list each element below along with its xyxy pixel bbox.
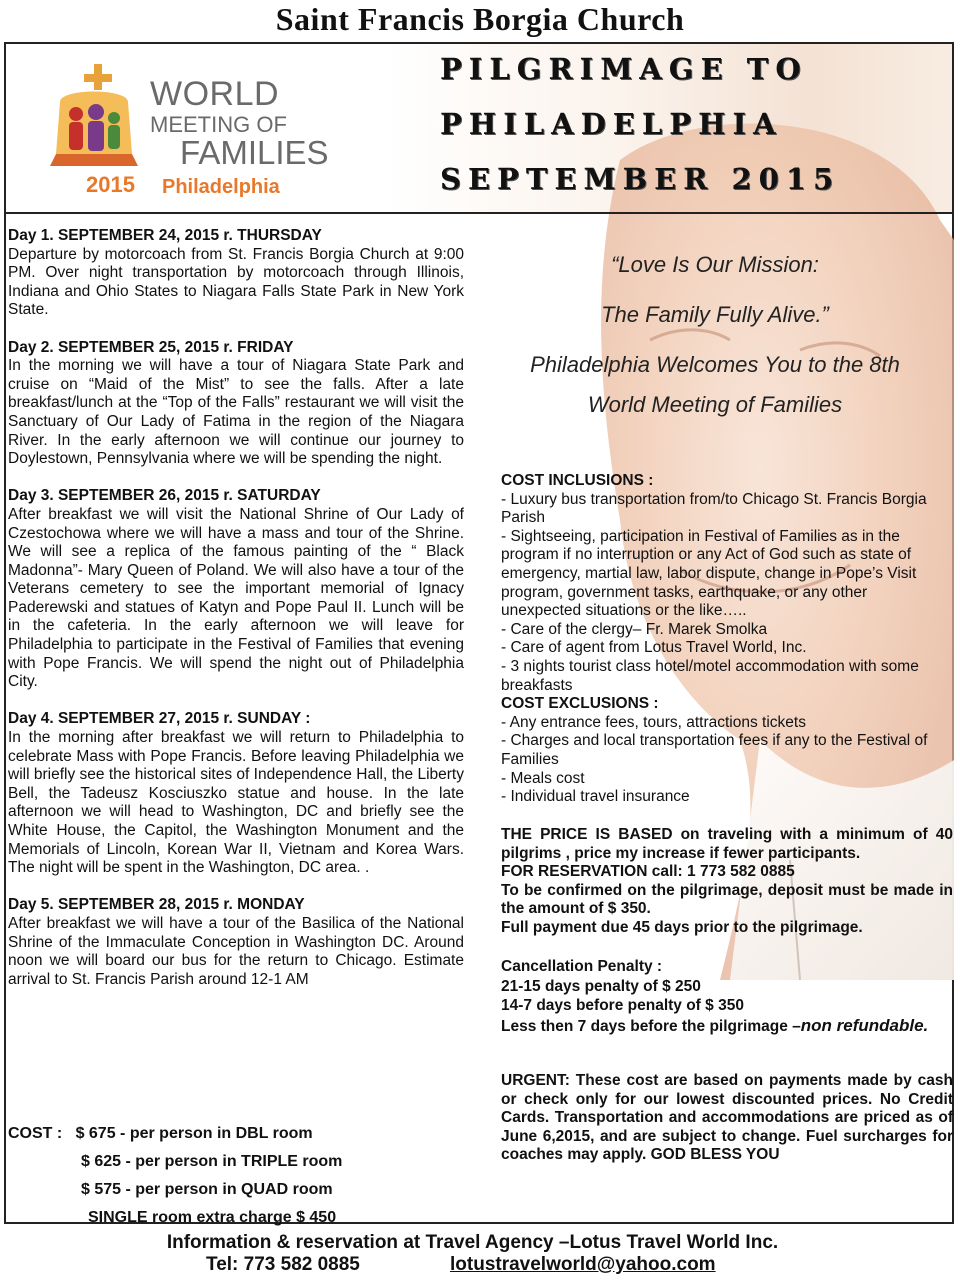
- exclusion-item: - Any entrance fees, tours, attractions tickets: [501, 713, 806, 731]
- footer-info: Information & reservation at Travel Agency –Lotus Travel World Inc.: [166, 1232, 779, 1253]
- title-line-1: PILGRIMAGE TO: [440, 52, 808, 86]
- logo-year: 2015: [86, 172, 135, 197]
- cost-table: [8, 1120, 488, 1232]
- cancellation-line: 14-7 days before penalty of $ 350: [501, 997, 744, 1014]
- exclusions-heading: COST EXCLUSIONS :: [501, 695, 659, 713]
- day-description: After breakfast we will visit the National Shrine of Our Lady of Czestochowa where we will have a mass and tour of the Shrine. We will see a replica of the famous painting of the “ Black Madonna”- Mary Queen of Poland. We will also have a tour of the Veterans cemetery to see the important memorial of Ignacy Paderewski and statues of Katyn and Pope Paul II. Lunch will be in the cafeteria. In the early afternoon we will leave for Philadelphia to participate in the Festival of Families that evening with Pope Francis. We will spend the night out of Philadelphia City.: [8, 505, 464, 691]
- cost-label: COST :: [8, 1125, 63, 1142]
- cost-value: $ 675 - per person in DBL room: [75, 1125, 313, 1142]
- slogan-line: Philadelphia Welcomes You to the 8th: [530, 352, 900, 377]
- cancellation-line: 21-15 days penalty of $ 250: [501, 977, 701, 995]
- day-description: In the morning we will have a tour of Niagara State Park and cruise on “Maid of the Mist” to see the falls. After a late breakfast/lunch at the “Top of the Falls” restaurant we will visit the Sanctuary of Our Lady of Fatima in the region of the Niagara River. In the early afternoon we will continue our journey to Doylestown, Pennsylvania where we will be spending the night.: [8, 357, 464, 468]
- cancellation-penalty: [501, 957, 953, 1036]
- day-1: [8, 227, 464, 320]
- cost-value: SINGLE room extra charge $ 450: [88, 1209, 337, 1226]
- title-line-3: SEPTEMBER 2015: [440, 162, 841, 196]
- slogan-line: The Family Fully Alive.”: [601, 302, 829, 327]
- cost-value: $ 575 - per person in QUAD room: [81, 1181, 333, 1198]
- day-description: After breakfast we will have a tour of the Basilica of the National Shrine of the Immaculate Conception in Washington DC. Around noon we will board our bus for the return to Chicago. Estimate arrival to St. Francis Parish around 12-1 AM: [8, 914, 464, 988]
- inclusion-item: - Luxury bus transportation from/to Chicago St. Francis Borgia Parish: [501, 490, 927, 527]
- footer-email-link[interactable]: lotustravelworld@yahoo.com: [450, 1254, 716, 1275]
- logo-text-families: FAMILIES: [180, 134, 329, 171]
- inclusions-heading: COST INCLUSIONS :: [501, 472, 654, 489]
- cost-value: $ 625 - per person in TRIPLE room: [81, 1153, 343, 1170]
- cost-row: [8, 1204, 488, 1232]
- full-payment-note: Full payment due 45 days prior to the pilgrimage.: [501, 918, 863, 936]
- price-note: THE PRICE IS BASED on traveling with a minimum of 40 pilgrims , price my increase if fewer participants.: [501, 826, 953, 862]
- urgent-note: URGENT: These cost are based on payments made by cash or check only for our lowest discounted prices. No Credit Cards. Transportation and accommodations are priced as of June 6,2015, and are subject to change. Fuel surcharges for coaches may apply. GOD BLESS YOU: [501, 1072, 953, 1164]
- itinerary: [8, 227, 464, 1008]
- day-heading: Day 1. SEPTEMBER 24, 2015 r. THURSDAY: [8, 227, 322, 244]
- footer-phone: Tel: 773 582 0885: [206, 1254, 360, 1275]
- cancellation-heading: Cancellation Penalty :: [501, 958, 663, 975]
- church-title: Saint Francis Borgia Church: [275, 1, 685, 37]
- inclusion-item: - Care of the clergy– Fr. Marek Smolka: [501, 620, 768, 638]
- day-3: [8, 487, 464, 692]
- day-4: [8, 710, 464, 877]
- header-divider: [6, 212, 952, 214]
- inclusion-item: - Care of agent from Lotus Travel World, Inc.: [501, 639, 807, 657]
- day-description: Departure by motorcoach from St. Francis Borgia Church at 9:00 PM. Over night transportation by motorcoach through Illinois, Indiana and Ohio States to Niagara Falls State Park in New York State.: [8, 245, 464, 319]
- price-terms: [501, 826, 953, 938]
- slogan-line: “Love Is Our Mission:: [611, 252, 819, 277]
- cost-row: [8, 1148, 488, 1176]
- logo-text-world: WORLD: [150, 75, 280, 113]
- slogan: [495, 252, 935, 418]
- non-refundable-text: non refundable.: [800, 1015, 929, 1035]
- cancellation-line: [501, 1016, 953, 1037]
- reservation-phone: FOR RESERVATION call: 1 773 582 0885: [501, 863, 795, 881]
- cost-row: [8, 1120, 488, 1148]
- day-heading: Day 5. SEPTEMBER 28, 2015 r. MONDAY: [8, 896, 305, 914]
- day-5: [8, 896, 464, 989]
- exclusion-item: - Charges and local transportation fees if any to the Festival of Families: [501, 732, 928, 768]
- day-heading: Day 3. SEPTEMBER 26, 2015 r. SATURDAY: [8, 487, 321, 505]
- world-meeting-bell-logo-icon: [46, 62, 142, 174]
- inclusion-item: - Sightseeing, participation in Festival of Families as in the program if no interruption or any Act of God such as state of emergency, martial law, labor dispute, change in Pope’s Visit program, government tasks, earthquake, or any other unexpected situations or the like…..: [501, 527, 917, 620]
- cancellation-text: Less then 7 days before the pilgrimage –: [501, 1017, 801, 1035]
- logo-text-meeting: MEETING OF: [150, 112, 287, 137]
- cost-inclusions: [501, 472, 951, 807]
- slogan-line: World Meeting of Families: [587, 392, 843, 417]
- cost-row: [8, 1176, 488, 1204]
- inclusion-item: - 3 nights tourist class hotel/motel accommodation with some breakfasts: [501, 657, 919, 694]
- day-description: In the morning after breakfast we will return to Philadelphia to celebrate Mass with Pope Francis. Before leaving Philadelphia we will briefly see the historical sites of Independence Hall, the Liberty Bell, the Tadeusz Kosciuszko statue and house. In the late afternoon we will head to Washington, DC and briefly see the White House, the Capitol, the Washington Monument and the Memorials of Lincoln, Korean War II, Vietnam and Korea Wars. The night will be spent in the Washington, DC area. .: [8, 729, 464, 877]
- logo-city: Philadelphia: [162, 176, 280, 198]
- day-heading: Day 4. SEPTEMBER 27, 2015 r. SUNDAY :: [8, 710, 311, 728]
- title-line-2: PHILADELPHIA: [440, 107, 783, 141]
- day-2: [8, 339, 464, 469]
- exclusion-item: - Individual travel insurance: [501, 788, 690, 806]
- day-heading: Day 2. SEPTEMBER 25, 2015 r. FRIDAY: [8, 338, 294, 356]
- deposit-note: To be confirmed on the pilgrimage, deposit must be made in the amount of $ 350.: [501, 881, 953, 918]
- exclusion-item: - Meals cost: [501, 769, 585, 787]
